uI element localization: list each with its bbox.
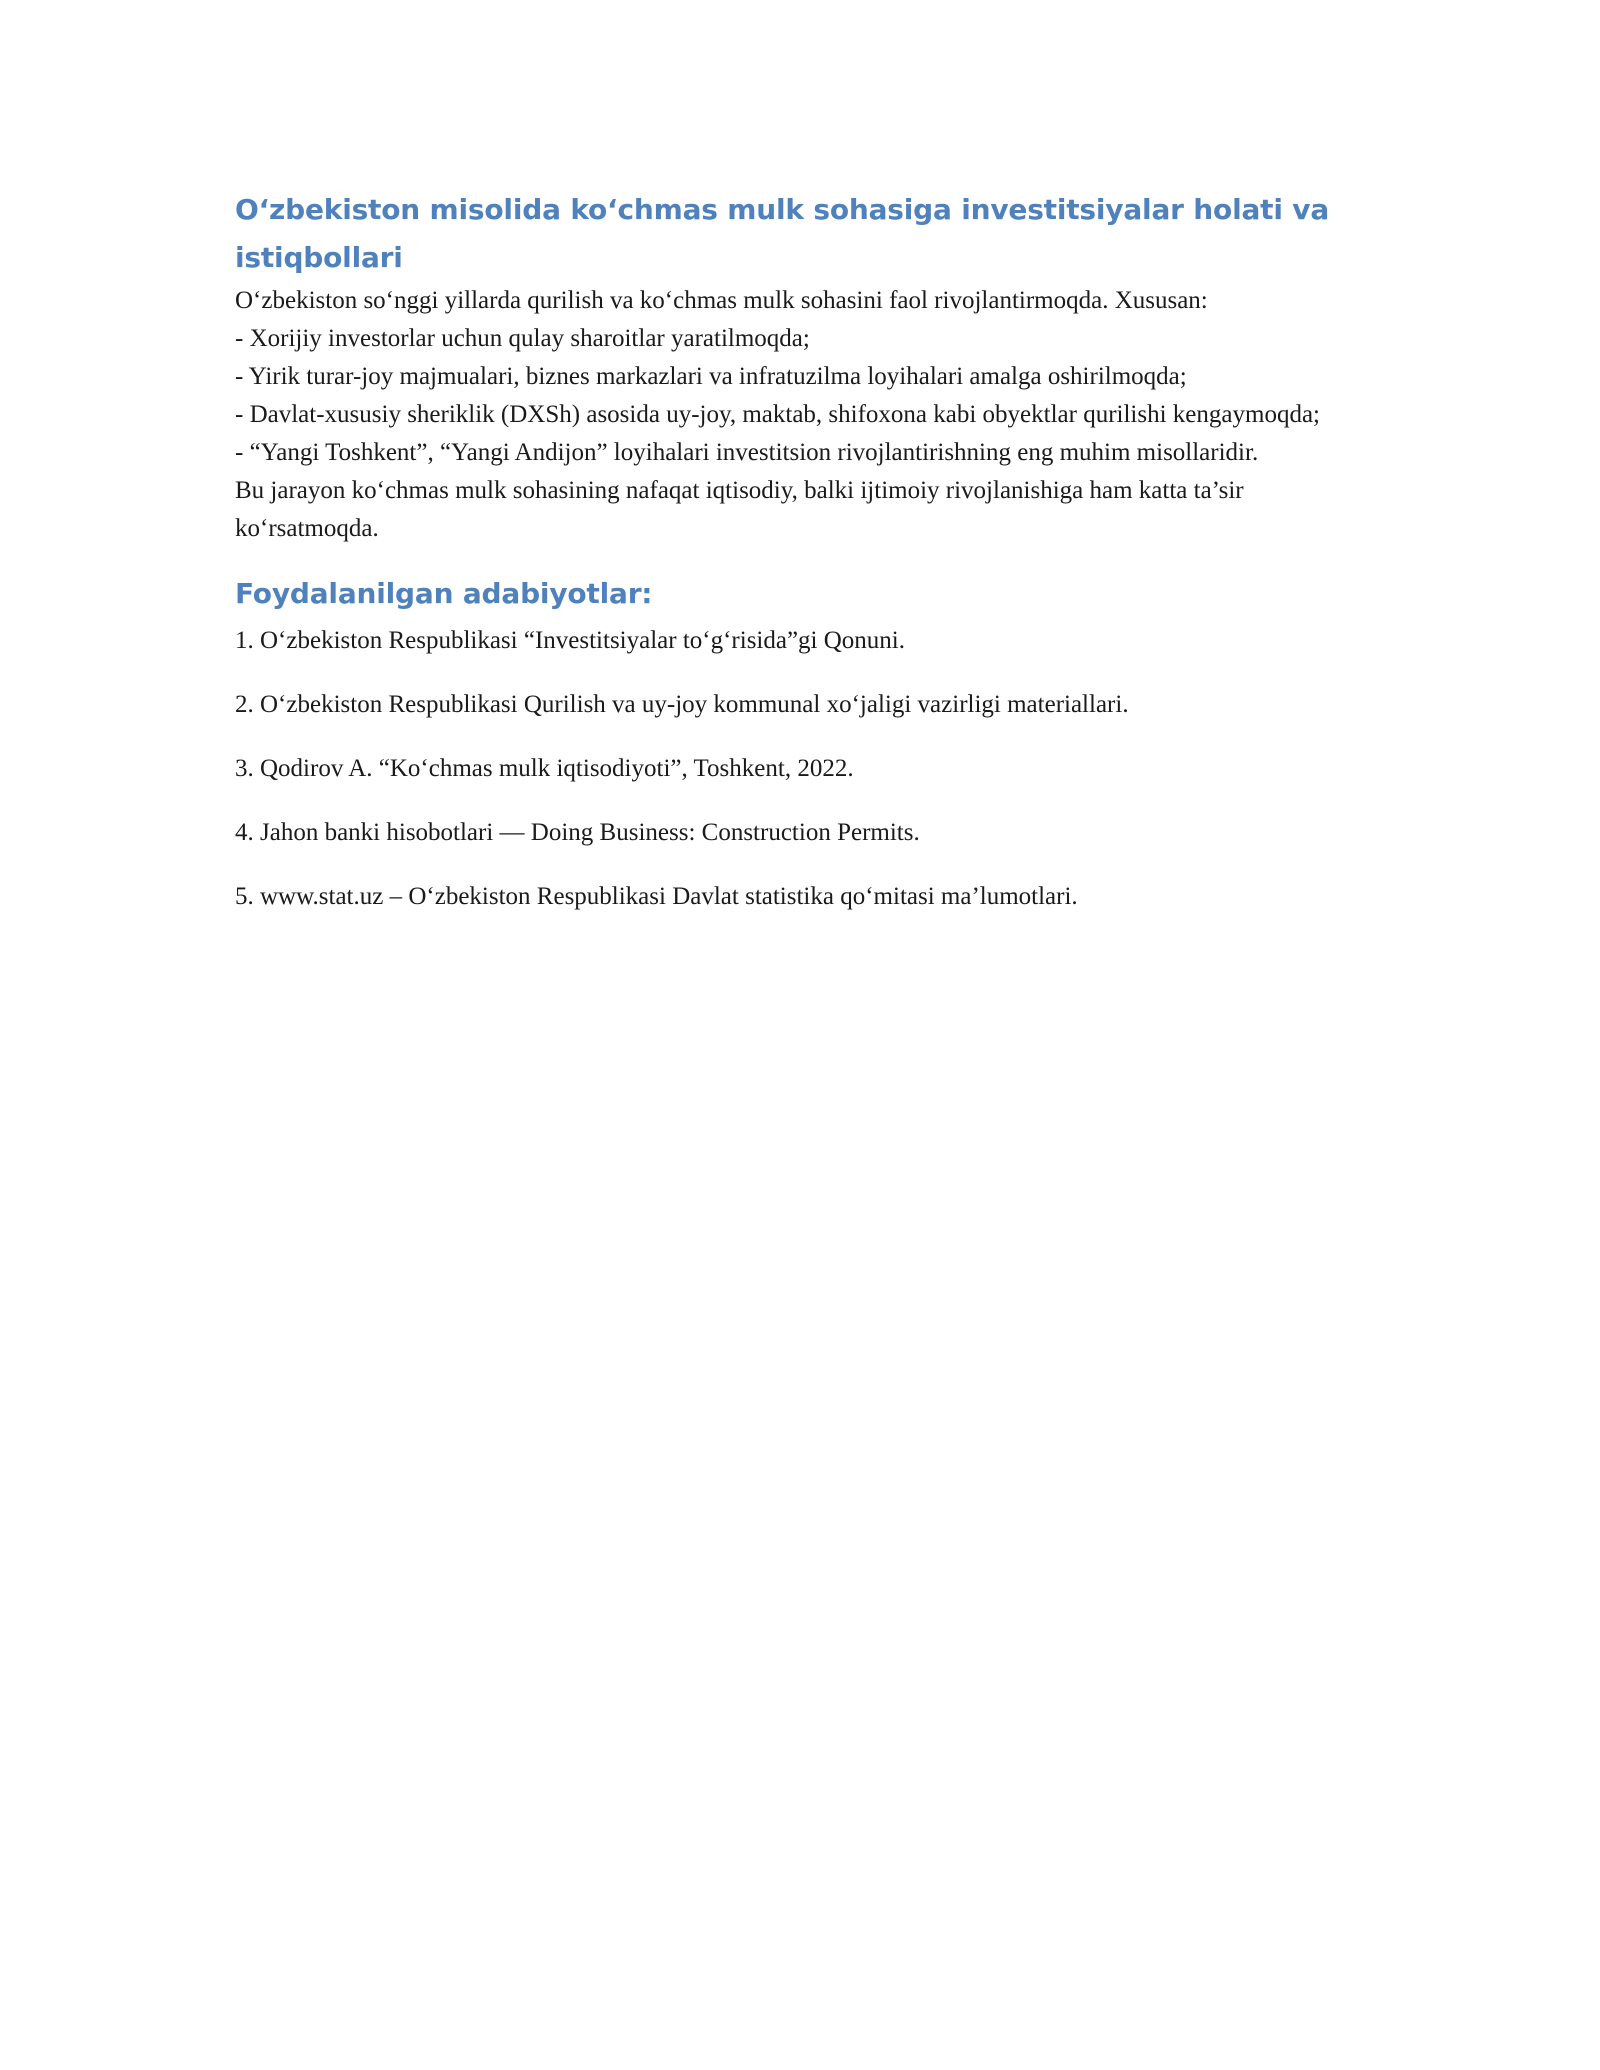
- reference-item: 5. www.stat.uz – O‘zbekiston Respublikasi Davlat statistika qo‘mitasi ma’lumotlari.: [235, 883, 1078, 910]
- intro-bullet: - Davlat-xususiy sheriklik (DXSh) asosida uy-joy, maktab, shifoxona kabi obyektlar qurilishi kengaymoqda;: [235, 401, 1320, 428]
- reference-item: 4. Jahon banki hisobotlari — Doing Business: Construction Permits.: [235, 819, 920, 846]
- reference-item: 1. O‘zbekiston Respublikasi “Investitsiyalar to‘g‘risida”gi Qonuni.: [235, 627, 906, 654]
- document-content: [235, 186, 1375, 942]
- intro-bullet: - Xorijiy investorlar uchun qulay sharoitlar yaratilmoqda;: [235, 325, 810, 352]
- intro-bullet: - Yirik turar-joy majmualari, biznes markazlari va infratuzilma loyihalari amalga oshirilmoqda;: [235, 363, 1187, 390]
- reference-item: 3. Qodirov A. “Ko‘chmas mulk iqtisodiyoti”, Toshkent, 2022.: [235, 755, 854, 782]
- intro-conclusion: Bu jarayon ko‘chmas mulk sohasining nafaqat iqtisodiy, balki ijtimoiy rivojlanishiga ham katta ta’sir ko‘rsatmoqda.: [235, 477, 1244, 542]
- references-heading: Foydalanilgan adabiyotlar:: [235, 577, 653, 610]
- intro-line: O‘zbekiston so‘nggi yillarda qurilish va ko‘chmas mulk sohasini faol rivojlantirmoqda. Xususan:: [235, 287, 1208, 314]
- references-list: [235, 622, 1375, 916]
- reference-item: 2. O‘zbekiston Respublikasi Qurilish va uy-joy kommunal xo‘jaligi vazirligi materiallari.: [235, 691, 1129, 718]
- intro-bullet: - “Yangi Toshkent”, “Yangi Andijon” loyihalari investitsion rivojlantirishning eng muhim misollaridir.: [235, 439, 1259, 466]
- document-title: O‘zbekiston misolida ko‘chmas mulk sohasiga investitsiyalar holati va istiqbollari: [235, 193, 1330, 274]
- intro-paragraph: [235, 282, 1375, 548]
